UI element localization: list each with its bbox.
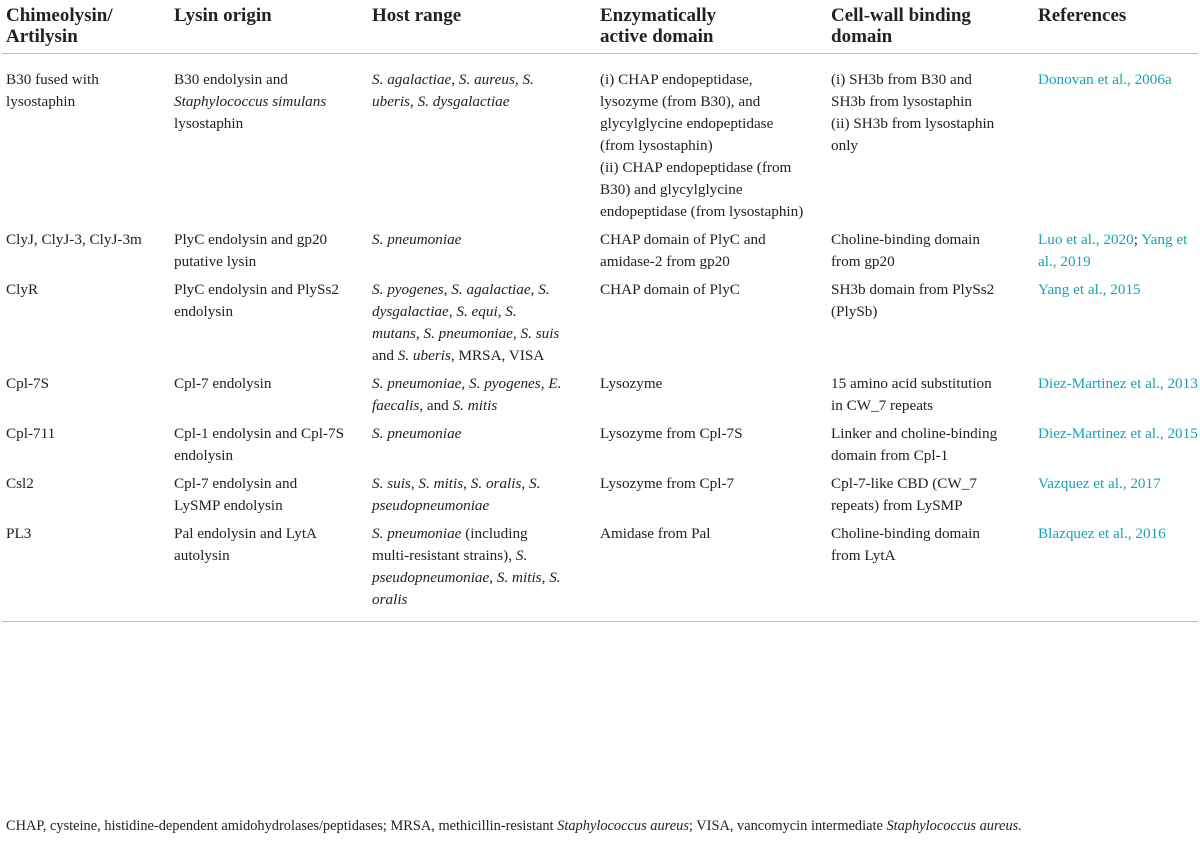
cell-eads: Lysozyme from Cpl-7 xyxy=(600,475,735,492)
cell-eads: CHAP domain of PlyC and amidase-2 from gp20 xyxy=(600,231,766,270)
reference-link[interactable]: Yang et al., 2015 xyxy=(1038,281,1141,298)
cell-references xyxy=(1034,373,1198,423)
header-lysin-origin: Lysin origin xyxy=(170,0,368,54)
cell-references xyxy=(1034,279,1198,373)
cell-chimeolysin: ClyR xyxy=(6,281,39,298)
cell-eads: Lysozyme from Cpl-7S xyxy=(600,425,743,442)
cell-cbd: Linker and choline-binding domain from Cpl-1 xyxy=(831,425,998,464)
reference-link[interactable]: Yang et al., 2019 xyxy=(1038,231,1188,270)
table-row xyxy=(2,473,1198,523)
table-header-row xyxy=(2,0,1198,54)
cell-eads: Amidase from Pal xyxy=(596,523,827,622)
cell-host-range: S. suis, S. mitis, S. oralis, S. pseudopneumoniae xyxy=(372,475,541,514)
cell-chimeolysin: Csl2 xyxy=(6,475,34,492)
cell-host-range: S. pneumoniae, S. pyogenes, E. faecalis, and S. mitis xyxy=(372,375,562,414)
table-row xyxy=(2,523,1198,622)
cell-references xyxy=(1034,423,1198,473)
cell-references: Luo et al., 2020; Yang et al., 2019 xyxy=(1038,231,1188,270)
table-row xyxy=(2,229,1198,279)
table-row xyxy=(2,54,1198,230)
cell-references xyxy=(1034,473,1198,523)
cell-host-range: S. pneumoniae (including multi-resistant strains), S. pseudopneumoniae, S. mitis, S. oralis xyxy=(368,523,596,622)
reference-link[interactable]: Blazquez et al., 2016 xyxy=(1038,525,1166,542)
cell-references xyxy=(1034,523,1198,622)
chimeolysin-table xyxy=(2,0,1198,622)
cell-cbd: Choline-binding domain from LytA xyxy=(827,523,1034,622)
header-host-range: Host range xyxy=(368,0,596,54)
cell-chimeolysin: Cpl-711 xyxy=(6,425,56,442)
cell-lysin-origin: PlyC endolysin and gp20 putative lysin xyxy=(174,231,328,270)
cell-lysin-origin: PlyC endolysin and PlySs2 endolysin xyxy=(174,281,339,320)
cell-lysin-origin: Cpl-7 endolysin and LySMP endolysin xyxy=(174,475,298,514)
reference-link[interactable]: Donovan et al., 2006a xyxy=(1038,71,1172,88)
cell-lysin-origin: B30 endolysin and Staphylococcus simulans lysostaphin xyxy=(174,71,327,132)
cell-chimeolysin: PL3 xyxy=(2,523,170,622)
table-row xyxy=(2,279,1198,373)
cell-eads: Lysozyme xyxy=(600,375,663,392)
header-chimeolysin: Chimeolysin/ Artilysin xyxy=(2,0,170,54)
cell-host-range: S. pyogenes, S. agalactiae, S. dysgalactiae, S. equi, S. mutans, S. pneumoniae, S. suis and S. uberis, MRSA, VISA xyxy=(372,281,560,364)
cell-cbd: Choline-binding domain from gp20 xyxy=(831,231,980,270)
cell-host-range: S. pneumoniae xyxy=(372,231,462,248)
reference-link[interactable]: Diez-Martinez et al., 2015 xyxy=(1038,425,1198,442)
cell-eads: (i) CHAP endopeptidase, lysozyme (from B30), and glycylglycine endopeptidase (from lysostaphin) (ii) CHAP endopeptidase (from B30) and glycylglycine endopeptidase (from lysostaphin) xyxy=(600,71,804,220)
cell-chimeolysin: Cpl-7S xyxy=(6,375,50,392)
cell-host-range: S. pneumoniae xyxy=(372,425,462,442)
cell-cbd: SH3b domain from PlySs2 (PlySb) xyxy=(831,281,995,320)
cell-chimeolysin: ClyJ, ClyJ-3, ClyJ-3m xyxy=(6,231,142,248)
header-references: References xyxy=(1034,0,1198,54)
cell-lysin-origin: Pal endolysin and LytA autolysin xyxy=(170,523,368,622)
header-cbd: Cell-wall binding domain xyxy=(827,0,1034,54)
cell-eads: CHAP domain of PlyC xyxy=(600,281,740,298)
reference-link[interactable]: Luo et al., 2020 xyxy=(1038,231,1134,248)
reference-link[interactable]: Vazquez et al., 2017 xyxy=(1038,475,1161,492)
cell-chimeolysin: B30 fused with lysostaphin xyxy=(6,71,99,110)
table-footnote: CHAP, cysteine, histidine-dependent amidohydrolases/peptidases; MRSA, methicillin-resistant Staphylococcus aureus; VISA, vancomycin intermediate Staphylococcus aureus. xyxy=(6,818,1022,834)
cell-lysin-origin: Cpl-7 endolysin xyxy=(174,375,272,392)
table-row xyxy=(2,373,1198,423)
cell-references xyxy=(1034,54,1198,230)
cell-cbd: (i) SH3b from B30 and SH3b from lysostaphin (ii) SH3b from lysostaphin only xyxy=(831,71,995,154)
cell-host-range: S. agalactiae, S. aureus, S. uberis, S. dysgalactiae xyxy=(372,71,534,110)
table-row xyxy=(2,423,1198,473)
cell-lysin-origin: Cpl-1 endolysin and Cpl-7S endolysin xyxy=(174,425,345,464)
header-eads: Enzymatically active domain xyxy=(596,0,827,54)
reference-link[interactable]: Diez-Martinez et al., 2013 xyxy=(1038,375,1198,392)
table-body xyxy=(2,54,1198,622)
cell-cbd: Cpl-7-like CBD (CW_7 repeats) from LySMP xyxy=(831,475,977,514)
cell-cbd: 15 amino acid substitution in CW_7 repeats xyxy=(831,375,992,414)
